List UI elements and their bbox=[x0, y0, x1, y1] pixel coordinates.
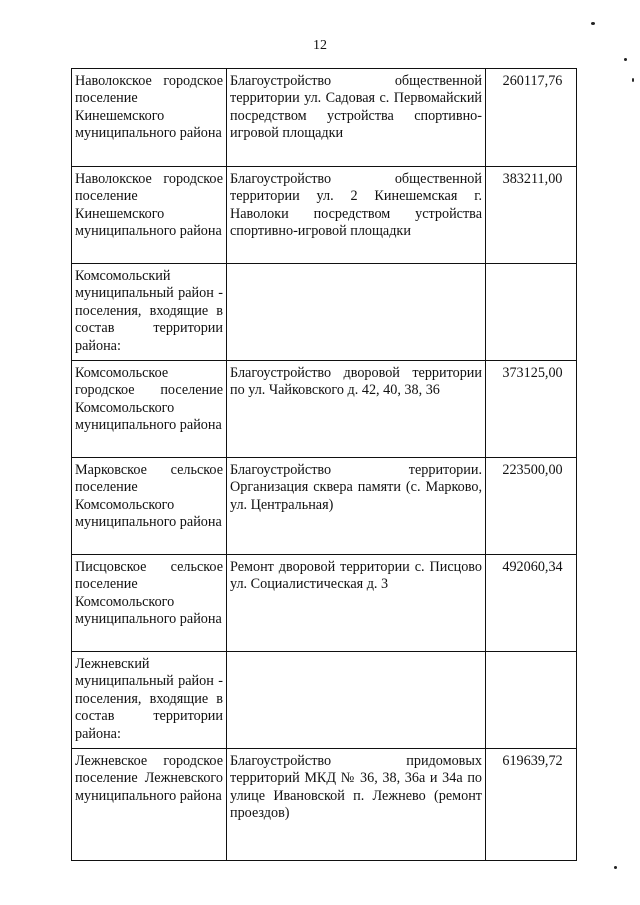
project-cell: Ремонт дворовой территории с. Писцово ул. Социалистическая д. 3 bbox=[227, 555, 486, 652]
settlement-cell: Комсомольский муниципальный район - поселения, входящие в состав территории района: bbox=[72, 264, 227, 361]
table-row bbox=[72, 264, 577, 361]
project-cell: Благоустройство дворовой территории по ул. Чайковского д. 42, 40, 38, 36 bbox=[227, 361, 486, 458]
settlement-cell: Марковское сельское поселение Комсомольского муниципального района bbox=[72, 458, 227, 555]
amount-cell: 492060,34 bbox=[486, 555, 577, 652]
project-cell bbox=[227, 652, 486, 749]
table-row bbox=[72, 749, 577, 861]
amount-cell: 373125,00 bbox=[486, 361, 577, 458]
amount-cell: 260117,76 bbox=[486, 69, 577, 167]
amount-cell: 619639,72 bbox=[486, 749, 577, 861]
amount-cell bbox=[486, 652, 577, 749]
amount-cell: 223500,00 bbox=[486, 458, 577, 555]
table-row bbox=[72, 69, 577, 167]
table-row bbox=[72, 458, 577, 555]
project-cell: Благоустройство общественной территории ул. Садовая с. Первомайский посредством устройства спортивно-игровой площадки bbox=[227, 69, 486, 167]
settlement-cell: Лежневский муниципальный район - поселения, входящие в состав территории района: bbox=[72, 652, 227, 749]
amount-cell bbox=[486, 264, 577, 361]
page-number: 12 bbox=[313, 38, 327, 53]
scan-speck bbox=[591, 22, 595, 25]
settlement-cell: Наволокское городское поселение Кинешемского муниципального района bbox=[72, 167, 227, 264]
project-cell: Благоустройство территории. Организация сквера памяти (с. Марково, ул. Центральная) bbox=[227, 458, 486, 555]
scan-speck bbox=[632, 78, 634, 82]
settlement-cell: Писцовское сельское поселение Комсомольского муниципального района bbox=[72, 555, 227, 652]
settlement-cell: Лежневское городское поселение Лежневского муниципального района bbox=[72, 749, 227, 861]
project-cell: Благоустройство придомовых территорий МКД № 36, 38, 36а и 34а по улице Ивановской п. Лежнево (ремонт проездов) bbox=[227, 749, 486, 861]
table-row bbox=[72, 167, 577, 264]
allocation-table bbox=[71, 68, 577, 861]
table-row bbox=[72, 555, 577, 652]
scan-speck bbox=[614, 866, 617, 869]
project-cell bbox=[227, 264, 486, 361]
settlement-cell: Комсомольское городское поселение Комсомольского муниципального района bbox=[72, 361, 227, 458]
settlement-cell: Наволокское городское поселение Кинешемского муниципального района bbox=[72, 69, 227, 167]
amount-cell: 383211,00 bbox=[486, 167, 577, 264]
scan-speck bbox=[624, 58, 627, 61]
table-row bbox=[72, 361, 577, 458]
project-cell: Благоустройство общественной территории ул. 2 Кинешемская г. Наволоки посредством устройства спортивно-игровой площадки bbox=[227, 167, 486, 264]
table-row bbox=[72, 652, 577, 749]
